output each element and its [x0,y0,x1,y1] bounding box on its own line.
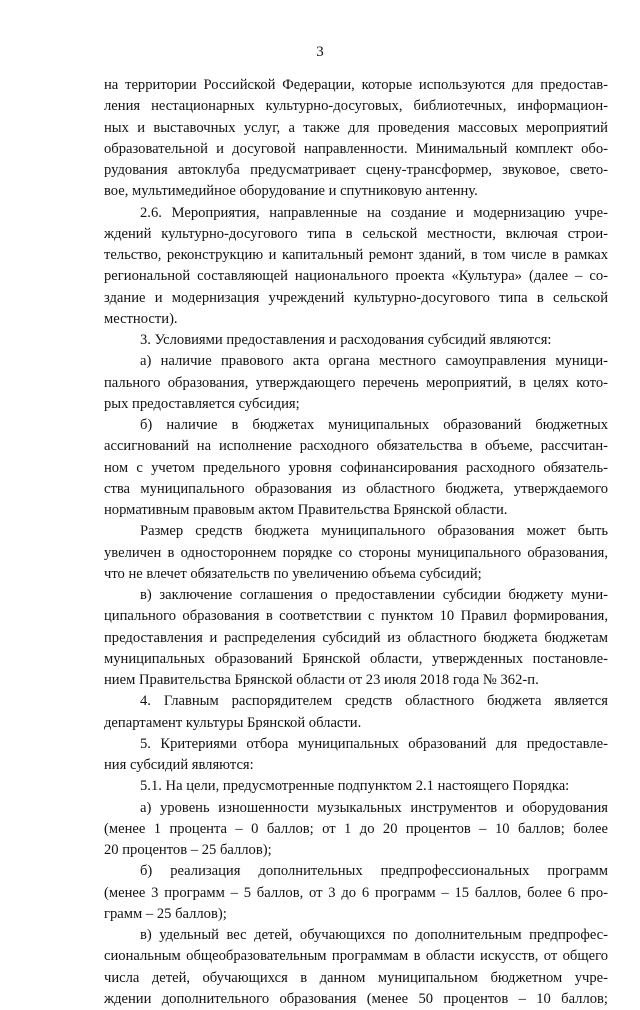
text-line: вое, мультимедийное оборудование и спутниковую антенну. [104,183,478,200]
text-line: а) наличие правового акта органа местного самоуправления муници- [140,353,608,370]
text-line: ства муниципального образования из областного бюджета, утверждаемого [104,480,608,497]
text-line: сиональным общеобразовательным программам в области искусств, от общего [104,948,608,965]
text-line: нием Правительства Брянской области от 23 июля 2018 года № 362-п. [104,672,539,688]
text-line: нормативным правовым актом Правительства Брянской области. [104,502,508,518]
text-line: пального образования, утверждающего перечень мероприятий, в целях кото- [104,374,608,391]
paragraph-item-5-1-v [104,925,608,1010]
text-line: департамент культуры Брянской области. [104,714,362,731]
text-line: муниципальных образований Брянской области, утвержденных постановле- [104,650,608,667]
text-line: 4. Главным распорядителем средств областного бюджета является [140,693,608,710]
text-line: предоставления и распределения субсидий из областного бюджета бюджетам [104,629,608,646]
text-line: б) реализация дополнительных предпрофессиональных программ [140,863,608,880]
paragraph-item-5-1-a [104,798,608,862]
paragraph-continuation-territory [104,75,608,203]
paragraph-item-2-6 [104,203,608,331]
text-line: ном с учетом предельного уровня софинансирования расходного обязатель- [104,459,608,476]
text-line: в) удельный вес детей, обучающихся по дополнительным предпрофес- [140,927,608,943]
text-line: 20 процентов – 25 баллов); [104,842,272,858]
text-line: рудования автоклуба предусматривает сцену-трансформер, звуковое, свето- [104,162,608,178]
text-line: Размер средств бюджета муниципального образования может быть [140,523,608,540]
paragraph-item-5-1 [104,776,608,797]
paragraph-item-4 [104,691,608,734]
text-line: увеличен в одностороннем порядке со стороны муниципального образования, [104,544,608,561]
text-line: 2.6. Мероприятия, направленные на создание и модернизацию учре- [140,204,608,221]
paragraph-item-5-1-b [104,861,608,925]
text-line: 5. Критериями отбора муниципальных образований для предоставле- [140,735,608,752]
text-line: рых предоставляется субсидия; [104,395,300,412]
text-line: (менее 3 программ – 5 баллов, от 3 до 6 программ – 15 баллов, более 6 про- [104,884,608,901]
text-line: ждений культурно-досугового типа в сельской местности, включая строи- [104,225,608,242]
text-line: ных и выставочных услуг, а также для проведения массовых мероприятий [104,119,608,136]
text-line: здание и модернизация учреждений культурно-досугового типа в сельской [104,289,608,306]
text-line: на территории Российской Федерации, которые используются для предостав- [104,77,608,93]
text-line: что не влечет обязательств по увеличению объема субсидий; [104,565,482,582]
text-line: ления нестационарных культурно-досуговых, библиотечных, информацион- [104,98,608,115]
text-line: а) уровень изношенности музыкальных инструментов и оборудования [140,799,608,816]
text-line: 3. Условиями предоставления и расходования субсидий являются: [140,332,552,348]
paragraph-budget-size [104,521,608,585]
text-line: 5.1. На цели, предусмотренные подпунктом 2.1 настоящего Порядка: [140,778,570,795]
document-body [104,75,608,1010]
text-line: тельство, реконструкцию и капитальный ремонт зданий, в том числе в рамках [104,247,608,263]
paragraph-item-3-v [104,585,608,691]
text-line: в) заключение соглашения о предоставлении субсидии бюджету муни- [140,587,608,603]
paragraph-item-3-b [104,415,608,521]
page-number: 3 [316,44,324,60]
text-line: б) наличие в бюджетах муниципальных образований бюджетных [140,417,608,433]
text-line: ассигнований на исполнение расходного обязательства в объеме, рассчитан- [104,438,608,455]
paragraph-item-5 [104,734,608,777]
text-line: ципального образования в соответствии с пунктом 10 Правил формирования, [104,608,608,625]
paragraph-item-3-a [104,351,608,415]
text-line: ния субсидий являются: [104,757,254,773]
text-line: местности). [104,310,178,327]
text-line: (менее 1 процента – 0 баллов; от 1 до 20 процентов – 10 баллов; более [104,820,608,837]
text-line: региональной составляющей национального проекта «Культура» (далее – со- [104,268,608,285]
text-line: числа детей, обучающихся в данном муниципальном бюджетном учре- [104,969,608,986]
text-line: образовательной и досуговой направленности. Минимальный комплект обо- [104,140,608,157]
paragraph-item-3 [104,330,608,351]
text-line: ждении дополнительного образования (менее 50 процентов – 10 баллов; [104,990,608,1007]
text-line: грамм – 25 баллов); [104,905,227,922]
